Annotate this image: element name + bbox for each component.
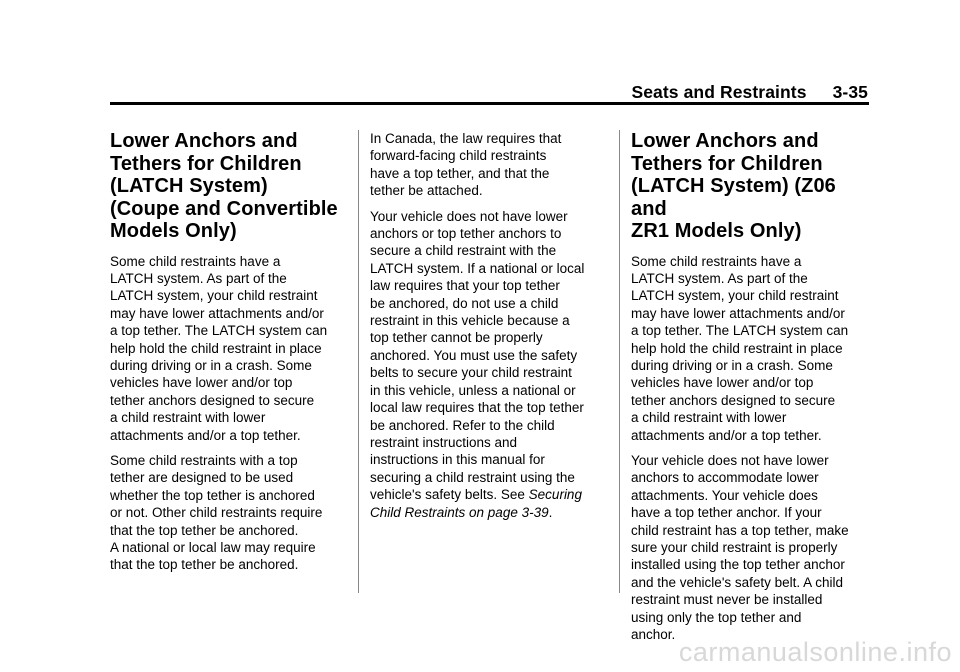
column-divider [358, 130, 359, 593]
watermark: carmanualsonline.info [678, 637, 952, 667]
section-heading-coupe-convertible: Lower Anchors and Tethers for Children (LATCH System) (Coupe and Convertible Models Only) [110, 130, 338, 242]
column-3 [631, 130, 871, 643]
column-1 [110, 130, 350, 574]
paragraph-text: Your vehicle does not have lower anchors or top tether anchors to secure a child restraint with the LATCH system. If a national or local law requires that your top tether be anchored, do not use a child restraint in this vehicle because a top tether cannot be properly anchored. You must use the safety belts to secure your child restraint in this vehicle, unless a national or local law requires that the top tether be anchored. Refer to the child restraint instructions and instructions in this manual for securing a child restraint using the vehicle's safety belts. See [370, 208, 585, 503]
column-2 [370, 130, 610, 521]
cross-reference-link[interactable]: Securing Child Restraints on page 3-39 [370, 487, 582, 520]
paragraph: Some child restraints have a LATCH system. As part of the LATCH system, your child restraint may have lower attachments and/or a top tether. The LATCH system can help hold the child restraint in place during driving or in a crash. Some vehicles have lower and/or top tether anchors designed to secure a child restraint with lower attachments and/or a top tether. [631, 253, 849, 443]
page-number: 3-35 [832, 82, 868, 102]
section-heading-z06-zr1: Lower Anchors and Tethers for Children (LATCH System) (Z06 and ZR1 Models Only) [631, 130, 836, 242]
column-divider [619, 130, 620, 593]
paragraph: Some child restraints with a top tether are designed to be used whether the top tether is anchored or not. Other child restraints require that the top tether be anchored. A national or local law may require that the top tether be anchored. [110, 452, 323, 573]
running-header [110, 82, 868, 103]
paragraph: Some child restraints have a LATCH system. As part of the LATCH system, your child restraint may have lower attachments and/or a top tether. The LATCH system can help hold the child restraint in place during driving or in a crash. Some vehicles have lower and/or top tether anchors designed to secure a child restraint with lower attachments and/or a top tether. [110, 253, 328, 443]
paragraph [370, 208, 610, 521]
paragraph: In Canada, the law requires that forward-facing child restraints have a top tether, and that the tether be attached. [370, 131, 562, 199]
paragraph: Your vehicle does not have lower anchors to accommodate lower attachments. Your vehicle does have a top tether anchor. If your child restraint has a top tether, make sure your child restraint is properly installed using the top tether anchor and the vehicle's safety belt. A child restraint must never be installed using only the top tether and anchor. [631, 452, 849, 643]
section-title: Seats and Restraints [631, 82, 807, 102]
header-rule [110, 102, 869, 105]
paragraph-end: . [548, 504, 553, 520]
